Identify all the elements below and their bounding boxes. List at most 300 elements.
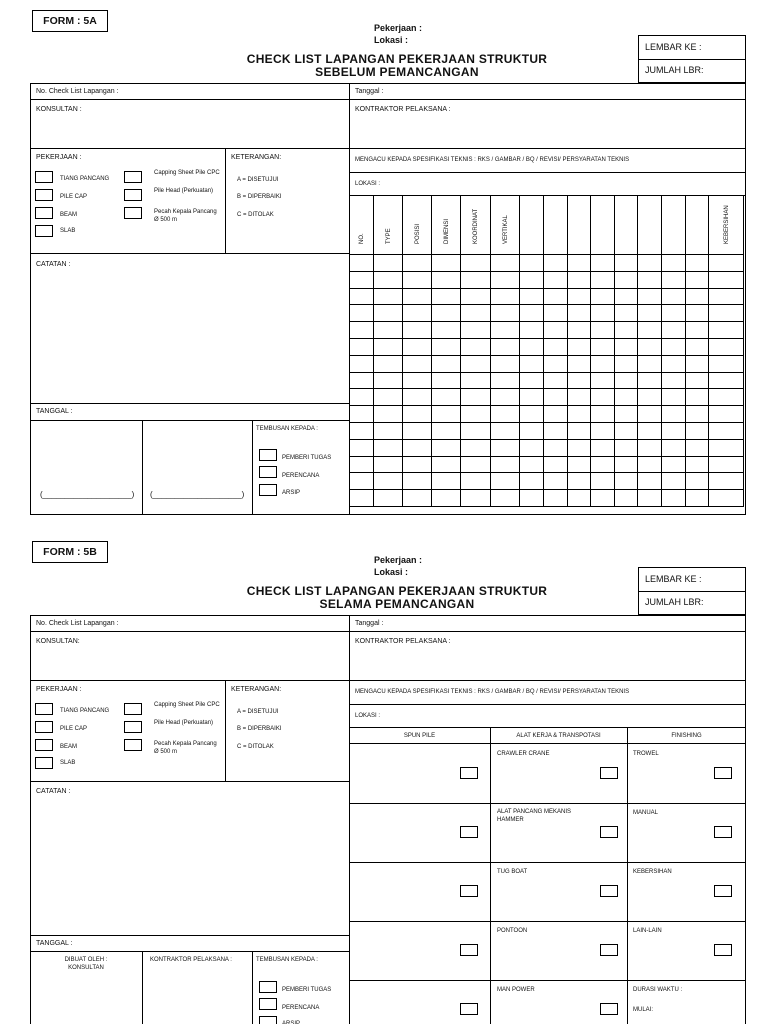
table-cell[interactable]	[568, 255, 591, 272]
table-cell[interactable]	[615, 338, 638, 355]
table-cell[interactable]	[520, 355, 544, 372]
table-cell[interactable]	[403, 338, 432, 355]
table-cell[interactable]	[686, 338, 709, 355]
table-cell[interactable]	[638, 490, 662, 507]
table-cell[interactable]	[615, 456, 638, 473]
table-cell[interactable]	[350, 372, 374, 389]
table-cell[interactable]	[591, 322, 615, 339]
table-cell[interactable]	[491, 456, 520, 473]
table-cell[interactable]	[568, 322, 591, 339]
table-cell[interactable]	[432, 288, 461, 305]
table-cell[interactable]	[615, 473, 638, 490]
table-cell[interactable]	[374, 456, 403, 473]
table-cell[interactable]	[432, 255, 461, 272]
table-cell[interactable]	[403, 422, 432, 439]
checkbox-pile-head[interactable]	[124, 189, 142, 201]
table-cell[interactable]	[662, 456, 686, 473]
table-cell[interactable]	[591, 372, 615, 389]
checkbox-slab[interactable]	[35, 225, 53, 237]
table-cell[interactable]	[591, 389, 615, 406]
no-check-list: No. Check List Lapangan :	[36, 88, 119, 95]
table-cell[interactable]	[461, 490, 491, 507]
item-beam: BEAM	[60, 744, 78, 750]
table-cell[interactable]	[350, 338, 374, 355]
table-cell[interactable]	[520, 305, 544, 322]
table-cell[interactable]	[403, 490, 432, 507]
table-cell[interactable]	[591, 439, 615, 456]
table-cell[interactable]	[662, 372, 686, 389]
table-cell[interactable]	[491, 473, 520, 490]
table-cell[interactable]	[461, 372, 491, 389]
table-cell[interactable]	[591, 490, 615, 507]
catatan: CATATAN :	[36, 261, 71, 268]
table-cell[interactable]	[709, 439, 744, 456]
table-cell[interactable]	[568, 490, 591, 507]
table-cell[interactable]	[544, 255, 568, 272]
checkbox-capping[interactable]	[124, 171, 142, 183]
checkbox-pemberi-tugas[interactable]	[259, 981, 277, 993]
table-row	[350, 490, 744, 507]
checkbox-pile-cap[interactable]	[35, 721, 53, 733]
checkbox-perencana[interactable]	[259, 998, 277, 1010]
table-cell[interactable]	[544, 439, 568, 456]
table-cell[interactable]	[374, 372, 403, 389]
table-cell[interactable]	[544, 355, 568, 372]
table-cell[interactable]	[403, 288, 432, 305]
table-cell[interactable]	[520, 422, 544, 439]
table-row	[350, 288, 744, 305]
table-cell[interactable]	[374, 439, 403, 456]
table-cell[interactable]	[461, 305, 491, 322]
table-cell[interactable]	[374, 271, 403, 288]
table-cell[interactable]	[662, 422, 686, 439]
table-cell[interactable]	[591, 305, 615, 322]
page-title: CHECK LIST LAPANGAN PEKERJAAN STRUKTUR	[246, 584, 548, 598]
table-cell[interactable]	[432, 322, 461, 339]
table-cell[interactable]	[491, 255, 520, 272]
table-cell[interactable]	[544, 473, 568, 490]
table-cell[interactable]	[432, 372, 461, 389]
table-cell[interactable]	[544, 456, 568, 473]
table-cell[interactable]	[350, 322, 374, 339]
table-cell[interactable]	[432, 355, 461, 372]
table-cell[interactable]	[491, 439, 520, 456]
table-cell[interactable]	[615, 389, 638, 406]
pekerjaan-label: Pekerjaan :	[374, 555, 423, 565]
table-cell[interactable]	[432, 490, 461, 507]
mengacu: MENGACU KEPADA SPESIFIKASI TEKNIS : RKS / GAMBAR / BQ / REVISI/ PERSYARATAN TEKNIS	[355, 157, 630, 163]
checkbox-spun-1[interactable]	[460, 767, 478, 779]
checkbox-pile-head[interactable]	[124, 721, 142, 733]
table-cell[interactable]	[615, 490, 638, 507]
table-cell[interactable]	[520, 338, 544, 355]
checkbox-pontoon[interactable]	[600, 944, 618, 956]
table-cell[interactable]	[638, 422, 662, 439]
table-cell[interactable]	[544, 422, 568, 439]
table-cell[interactable]	[662, 406, 686, 423]
table-cell[interactable]	[568, 288, 591, 305]
table-cell[interactable]	[520, 389, 544, 406]
form-5b-label: FORM : 5B	[32, 541, 108, 563]
table-cell[interactable]	[350, 288, 374, 305]
column-header	[491, 196, 520, 255]
table-cell[interactable]	[374, 406, 403, 423]
table-cell[interactable]	[709, 422, 744, 439]
table-cell[interactable]	[686, 490, 709, 507]
table-cell[interactable]	[544, 288, 568, 305]
table-cell[interactable]	[350, 439, 374, 456]
table-cell[interactable]	[520, 456, 544, 473]
checkbox-trowel[interactable]	[714, 767, 732, 779]
table-cell[interactable]	[686, 355, 709, 372]
pekerjaan-heading: PEKERJAAN :	[36, 154, 82, 161]
table-cell[interactable]	[686, 422, 709, 439]
table-cell[interactable]	[432, 271, 461, 288]
table-cell[interactable]	[544, 322, 568, 339]
table-cell[interactable]	[350, 355, 374, 372]
table-cell[interactable]	[615, 305, 638, 322]
table-cell[interactable]	[709, 406, 744, 423]
table-cell[interactable]	[662, 338, 686, 355]
alat-hammer: ALAT PANCANG MEKANIS HAMMER	[497, 809, 572, 823]
table-cell[interactable]	[520, 473, 544, 490]
table-cell[interactable]	[615, 422, 638, 439]
table-cell[interactable]	[461, 288, 491, 305]
table-cell[interactable]	[662, 322, 686, 339]
table-cell[interactable]	[432, 422, 461, 439]
checkbox-crawler-crane[interactable]	[600, 767, 618, 779]
table-cell[interactable]	[638, 406, 662, 423]
item-tiang-pancang: TIANG PANCANG	[60, 708, 110, 714]
table-cell[interactable]	[686, 305, 709, 322]
table-cell[interactable]	[638, 255, 662, 272]
table-cell[interactable]	[709, 490, 744, 507]
table-cell[interactable]	[591, 355, 615, 372]
table-cell[interactable]	[638, 473, 662, 490]
checkbox-pemberi-tugas[interactable]	[259, 449, 277, 461]
table-cell[interactable]	[461, 456, 491, 473]
checkbox-spun-5[interactable]	[460, 1003, 478, 1015]
table-cell[interactable]	[461, 322, 491, 339]
table-cell[interactable]	[686, 271, 709, 288]
checkbox-slab[interactable]	[35, 757, 53, 769]
table-cell[interactable]	[709, 271, 744, 288]
table-cell[interactable]	[403, 389, 432, 406]
table-cell[interactable]	[350, 456, 374, 473]
table-cell[interactable]	[350, 406, 374, 423]
table-cell[interactable]	[662, 439, 686, 456]
table-cell[interactable]	[568, 456, 591, 473]
checkbox-arsip[interactable]	[259, 484, 277, 496]
table-cell[interactable]	[374, 305, 403, 322]
table-cell[interactable]	[520, 271, 544, 288]
table-cell[interactable]	[520, 490, 544, 507]
table-cell[interactable]	[686, 288, 709, 305]
table-row	[350, 322, 744, 339]
table-cell[interactable]	[591, 271, 615, 288]
table-cell[interactable]	[403, 372, 432, 389]
item-pecah-kepala: Pecah Kepala Pancang Ø 500 m	[154, 209, 217, 223]
table-cell[interactable]	[374, 422, 403, 439]
table-cell[interactable]	[638, 322, 662, 339]
table-cell[interactable]	[374, 389, 403, 406]
table-cell[interactable]	[615, 255, 638, 272]
table-cell[interactable]	[491, 389, 520, 406]
table-cell[interactable]	[686, 406, 709, 423]
checkbox-arsip[interactable]	[259, 1016, 277, 1024]
table-cell[interactable]	[461, 439, 491, 456]
table-cell[interactable]	[709, 355, 744, 372]
checkbox-lain-lain[interactable]	[714, 944, 732, 956]
checkbox-spun-4[interactable]	[460, 944, 478, 956]
table-cell[interactable]	[491, 372, 520, 389]
page-subtitle: SELAMA PEMANCANGAN	[319, 597, 475, 611]
table-cell[interactable]	[350, 271, 374, 288]
alat-pontoon: PONTOON	[497, 928, 528, 934]
table-cell[interactable]	[403, 322, 432, 339]
table-cell[interactable]	[491, 338, 520, 355]
lembar-ke: LEMBAR KE :	[645, 574, 702, 584]
table-cell[interactable]	[491, 355, 520, 372]
page-title: CHECK LIST LAPANGAN PEKERJAAN STRUKTUR	[246, 52, 548, 66]
table-row	[350, 439, 744, 456]
table-cell[interactable]	[432, 305, 461, 322]
checkbox-tiang-pancang[interactable]	[35, 171, 53, 183]
table-cell[interactable]	[591, 422, 615, 439]
table-cell[interactable]	[615, 288, 638, 305]
table-cell[interactable]	[568, 355, 591, 372]
pekerjaan-label: Pekerjaan :	[374, 23, 423, 33]
table-cell[interactable]	[615, 322, 638, 339]
table-cell[interactable]	[568, 372, 591, 389]
page-subtitle: SEBELUM PEMANCANGAN	[315, 65, 479, 79]
table-cell[interactable]	[461, 389, 491, 406]
kontraktor: KONTRAKTOR PELAKSANA :	[355, 638, 451, 645]
tanggal-2: TANGGAL :	[36, 408, 73, 415]
table-cell[interactable]	[638, 288, 662, 305]
table-cell[interactable]	[520, 322, 544, 339]
column-header	[686, 196, 709, 255]
table-cell[interactable]	[374, 338, 403, 355]
table-cell[interactable]	[709, 456, 744, 473]
table-cell[interactable]	[686, 389, 709, 406]
table-cell[interactable]	[591, 288, 615, 305]
table-cell[interactable]	[709, 255, 744, 272]
table-cell[interactable]	[591, 338, 615, 355]
table-cell[interactable]	[374, 255, 403, 272]
table-cell[interactable]	[662, 355, 686, 372]
table-cell[interactable]	[403, 255, 432, 272]
table-cell[interactable]	[491, 288, 520, 305]
table-cell[interactable]	[568, 305, 591, 322]
table-cell[interactable]	[461, 473, 491, 490]
table-cell[interactable]	[591, 456, 615, 473]
table-cell[interactable]	[544, 406, 568, 423]
table-cell[interactable]	[374, 288, 403, 305]
keterangan: KETERANGAN:	[231, 686, 282, 693]
table-cell[interactable]	[350, 305, 374, 322]
table-cell[interactable]	[568, 473, 591, 490]
table-cell[interactable]	[520, 288, 544, 305]
table-cell[interactable]	[662, 288, 686, 305]
table-cell[interactable]	[491, 406, 520, 423]
jumlah-lbr: JUMLAH LBR:	[645, 65, 704, 75]
table-cell[interactable]	[709, 288, 744, 305]
table-cell[interactable]	[350, 255, 374, 272]
table-cell[interactable]	[544, 490, 568, 507]
table-cell[interactable]	[615, 271, 638, 288]
table-cell[interactable]	[591, 255, 615, 272]
table-cell[interactable]	[638, 355, 662, 372]
table-cell[interactable]	[662, 389, 686, 406]
table-cell[interactable]	[544, 389, 568, 406]
table-cell[interactable]	[568, 389, 591, 406]
table-cell[interactable]	[374, 473, 403, 490]
table-cell[interactable]	[432, 456, 461, 473]
table-cell[interactable]	[638, 338, 662, 355]
table-cell[interactable]	[491, 490, 520, 507]
table-cell[interactable]	[591, 473, 615, 490]
checkbox-beam[interactable]	[35, 207, 53, 219]
table-cell[interactable]	[403, 439, 432, 456]
table-cell[interactable]	[350, 422, 374, 439]
table-cell[interactable]	[686, 439, 709, 456]
table-cell[interactable]	[544, 338, 568, 355]
table-cell[interactable]	[491, 322, 520, 339]
item-slab: SLAB	[60, 228, 76, 234]
table-cell[interactable]	[403, 456, 432, 473]
table-cell[interactable]	[638, 372, 662, 389]
checkbox-man-power[interactable]	[600, 1003, 618, 1015]
table-cell[interactable]	[591, 406, 615, 423]
table-cell[interactable]	[432, 389, 461, 406]
section-spun-pile: SPUN PILE	[403, 733, 436, 739]
table-cell[interactable]	[709, 473, 744, 490]
table-cell[interactable]	[686, 473, 709, 490]
finishing-lain-lain: LAIN-LAIN	[633, 928, 662, 934]
table-cell[interactable]	[662, 490, 686, 507]
table-cell[interactable]	[461, 406, 491, 423]
finishing-trowel: TROWEL	[633, 751, 659, 757]
table-cell[interactable]	[403, 271, 432, 288]
checkbox-beam[interactable]	[35, 739, 53, 751]
table-cell[interactable]	[709, 338, 744, 355]
table-cell[interactable]	[461, 255, 491, 272]
table-cell[interactable]	[403, 305, 432, 322]
table-cell[interactable]	[568, 271, 591, 288]
table-cell[interactable]	[432, 406, 461, 423]
table-cell[interactable]	[544, 372, 568, 389]
checkbox-tiang-pancang[interactable]	[35, 703, 53, 715]
table-cell[interactable]	[615, 406, 638, 423]
table-cell[interactable]	[374, 355, 403, 372]
checkbox-hammer[interactable]	[600, 826, 618, 838]
table-cell[interactable]	[662, 473, 686, 490]
checkbox-tug-boat[interactable]	[600, 885, 618, 897]
table-cell[interactable]	[662, 271, 686, 288]
table-cell[interactable]	[350, 490, 374, 507]
table-cell[interactable]	[709, 389, 744, 406]
table-cell[interactable]	[491, 422, 520, 439]
table-cell[interactable]	[686, 456, 709, 473]
keterangan: KETERANGAN:	[231, 154, 282, 161]
table-cell[interactable]	[568, 406, 591, 423]
table-cell[interactable]	[686, 255, 709, 272]
table-cell[interactable]	[638, 389, 662, 406]
table-cell[interactable]	[709, 322, 744, 339]
table-cell[interactable]	[686, 372, 709, 389]
table-cell[interactable]	[520, 406, 544, 423]
table-cell[interactable]	[491, 271, 520, 288]
table-cell[interactable]	[638, 456, 662, 473]
table-cell[interactable]	[374, 490, 403, 507]
table-cell[interactable]	[662, 255, 686, 272]
table-cell[interactable]	[432, 338, 461, 355]
table-cell[interactable]	[568, 422, 591, 439]
tembusan: TEMBUSAN KEPADA :	[256, 426, 318, 432]
item-capping: Capping Sheet Pile CPC	[154, 702, 220, 708]
table-cell[interactable]	[350, 473, 374, 490]
table-cell[interactable]	[544, 271, 568, 288]
table-cell[interactable]	[686, 322, 709, 339]
tanggal: Tanggal :	[355, 88, 384, 95]
table-cell[interactable]	[432, 473, 461, 490]
table-cell[interactable]	[520, 372, 544, 389]
table-cell[interactable]	[520, 255, 544, 272]
column-header	[638, 196, 662, 255]
table-cell[interactable]	[568, 439, 591, 456]
table-cell[interactable]	[709, 372, 744, 389]
column-header	[432, 196, 461, 255]
table-cell[interactable]	[615, 355, 638, 372]
table-cell[interactable]	[638, 305, 662, 322]
table-cell[interactable]	[544, 305, 568, 322]
table-cell[interactable]	[615, 372, 638, 389]
table-cell[interactable]	[461, 271, 491, 288]
table-cell[interactable]	[403, 406, 432, 423]
table-cell[interactable]	[568, 338, 591, 355]
alat-man-power: MAN POWER	[497, 987, 535, 993]
table-cell[interactable]	[461, 422, 491, 439]
checkbox-perencana[interactable]	[259, 466, 277, 478]
checkbox-kebersihan[interactable]	[714, 885, 732, 897]
table-cell[interactable]	[491, 305, 520, 322]
checkbox-capping[interactable]	[124, 703, 142, 715]
checkbox-manual[interactable]	[714, 826, 732, 838]
table-cell[interactable]	[461, 355, 491, 372]
table-cell[interactable]	[615, 439, 638, 456]
table-cell[interactable]	[709, 305, 744, 322]
table-cell[interactable]	[638, 439, 662, 456]
table-cell[interactable]	[350, 389, 374, 406]
checkbox-pile-cap[interactable]	[35, 189, 53, 201]
table-cell[interactable]	[662, 305, 686, 322]
checkbox-pecah-kepala[interactable]	[124, 739, 142, 751]
table-cell[interactable]	[432, 439, 461, 456]
table-cell[interactable]	[638, 271, 662, 288]
checkbox-spun-2[interactable]	[460, 826, 478, 838]
table-cell[interactable]	[403, 355, 432, 372]
table-cell[interactable]	[520, 439, 544, 456]
lokasi-row: LOKASI :	[355, 713, 381, 719]
table-cell[interactable]	[374, 322, 403, 339]
item-pile-cap: PILE CAP	[60, 726, 88, 732]
checkbox-spun-3[interactable]	[460, 885, 478, 897]
finishing-durasi: DURASI WAKTU :	[633, 987, 683, 993]
checkbox-pecah-kepala[interactable]	[124, 207, 142, 219]
table-cell[interactable]	[461, 338, 491, 355]
table-cell[interactable]	[403, 473, 432, 490]
